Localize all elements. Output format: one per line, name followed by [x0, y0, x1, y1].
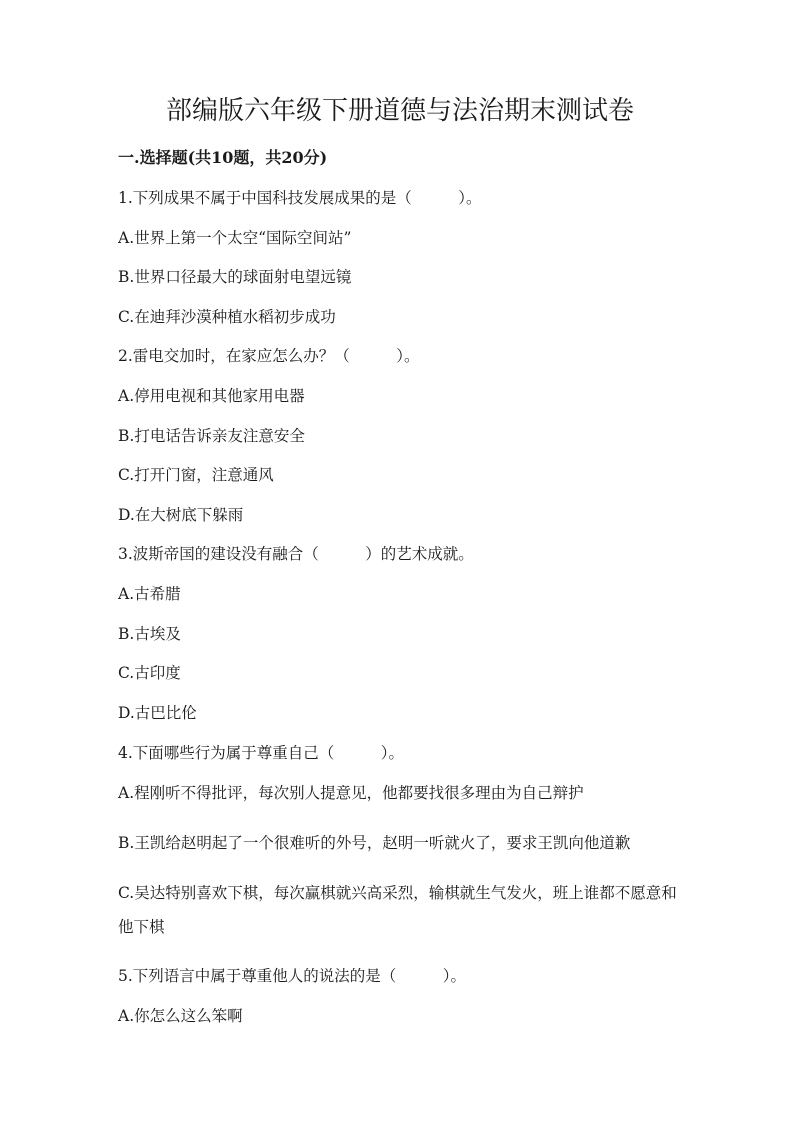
question-4-option-a: A.程刚听不得批评，每次别人提意见，他都要找很多理由为自己辩护: [118, 784, 584, 802]
question-4-stem: 4.下面哪些行为属于尊重自己（ ）。: [118, 744, 405, 762]
question-4-option-c: C.吴达特别喜欢下棋，每次赢棋就兴高采烈，输棋就生气发火，班上谁都不愿意和他下棋: [118, 884, 677, 936]
question-5-option-a: A.你怎么这么笨啊: [118, 1007, 243, 1025]
question-5-stem: 5.下列语言中属于尊重他人的说法的是（ ）。: [118, 967, 467, 985]
question-2-option-d: D.在大树底下躲雨: [118, 506, 244, 524]
question-2-option-b: B.打电话告诉亲友注意安全: [118, 427, 305, 445]
question-1-option-c: C.在迪拜沙漠种植水稻初步成功: [118, 308, 336, 326]
question-3-option-d: D.古巴比伦: [118, 704, 197, 722]
question-3-option-a: A.古希腊: [118, 585, 181, 603]
section-heading: 一.选择题(共10题，共20分): [118, 148, 328, 167]
question-1-option-a: A.世界上第一个太空“国际空间站”: [118, 229, 352, 247]
question-3-option-c: C.古印度: [118, 664, 181, 682]
question-4-option-b: B.王凯给赵明起了一个很难听的外号，赵明一听就火了，要求王凯向他道歉: [118, 834, 631, 852]
question-3-stem: 3.波斯帝国的建设没有融合（ ）的艺术成就。: [118, 545, 474, 563]
question-1-stem: 1.下列成果不属于中国科技发展成果的是（ ）。: [118, 189, 482, 207]
page-title: 部编版六年级下册道德与法治期末测试卷: [165, 96, 634, 126]
question-2-option-c: C.打开门窗，注意通风: [118, 466, 274, 484]
question-3-option-b: B.古埃及: [118, 625, 181, 643]
question-1-option-b: B.世界口径最大的球面射电望远镜: [118, 268, 352, 286]
question-2-option-a: A.停用电视和其他家用电器: [118, 387, 305, 405]
question-2-stem: 2.雷电交加时，在家应怎么办？（ ）。: [118, 347, 420, 365]
